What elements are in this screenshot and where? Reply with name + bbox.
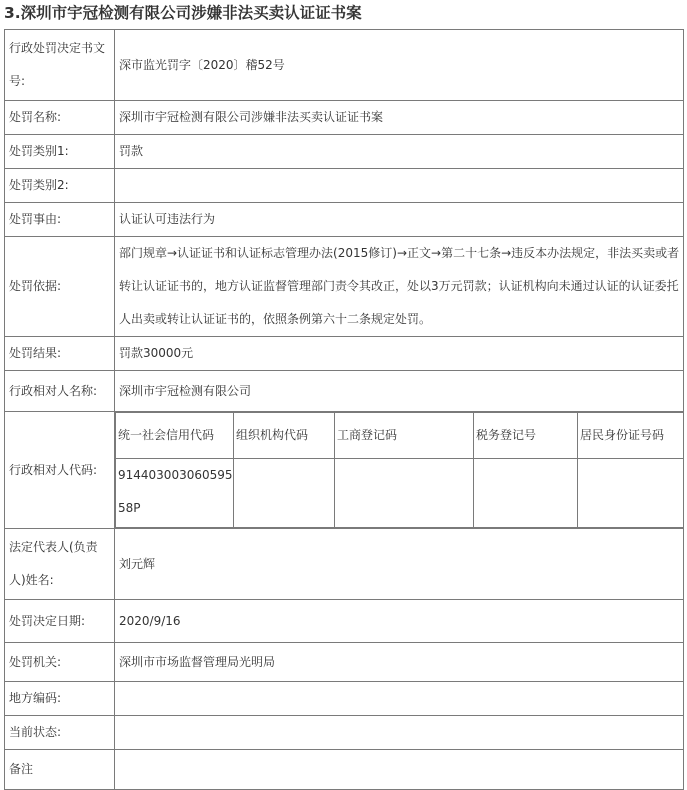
header-credit-code: 统一社会信用代码 [116, 413, 234, 459]
region-code-label: 地方编码: [5, 682, 115, 716]
region-code-value [115, 682, 684, 716]
decision-no-label: 行政处罚决定书文号: [5, 30, 115, 101]
basis-label: 处罚依据: [5, 237, 115, 337]
row-remarks [5, 750, 684, 790]
legal-rep-value: 刘元辉 [115, 529, 684, 600]
header-business-reg-code: 工商登记码 [335, 413, 474, 459]
penalty-name-value: 深圳市宇冠检测有限公司涉嫌非法买卖认证证书案 [115, 101, 684, 135]
value-org-code [234, 459, 335, 528]
penalty-info-table [4, 29, 684, 790]
party-code-header-row [116, 413, 684, 459]
row-penalty-name [5, 101, 684, 135]
result-value: 罚款30000元 [115, 337, 684, 371]
row-category2 [5, 169, 684, 203]
row-decision-no [5, 30, 684, 101]
category2-label: 处罚类别2: [5, 169, 115, 203]
status-value [115, 716, 684, 750]
value-business-reg-code [335, 459, 474, 528]
decision-date-value: 2020/9/16 [115, 600, 684, 643]
authority-label: 处罚机关: [5, 643, 115, 682]
status-label: 当前状态: [5, 716, 115, 750]
row-category1 [5, 135, 684, 169]
decision-no-value: 深市监光罚字〔2020〕稽52号 [115, 30, 684, 101]
basis-value: 部门规章→认证证书和认证标志管理办法(2015修订)→正文→第二十七条→违反本办法规定，非法买卖或者转让认证证书的，地方认证监督管理部门责令其改正，处以3万元罚款；认证机构向未通过认证的认证委托人出卖或转让认证证书的，依照条例第六十二条规定处罚。 [115, 237, 684, 337]
row-status [5, 716, 684, 750]
row-basis [5, 237, 684, 337]
value-id-card-no [578, 459, 684, 528]
row-legal-rep [5, 529, 684, 600]
header-org-code: 组织机构代码 [234, 413, 335, 459]
remarks-value [115, 750, 684, 790]
category2-value [115, 169, 684, 203]
party-code-value-row [116, 459, 684, 528]
category1-value: 罚款 [115, 135, 684, 169]
row-authority [5, 643, 684, 682]
row-region-code [5, 682, 684, 716]
reason-label: 处罚事由: [5, 203, 115, 237]
party-code-label: 行政相对人代码: [5, 412, 115, 529]
row-party-code [5, 412, 684, 529]
header-tax-reg-no: 税务登记号 [474, 413, 578, 459]
category1-label: 处罚类别1: [5, 135, 115, 169]
row-party-name [5, 371, 684, 412]
authority-value: 深圳市市场监督管理局光明局 [115, 643, 684, 682]
result-label: 处罚结果: [5, 337, 115, 371]
party-code-cell [115, 412, 684, 529]
decision-date-label: 处罚决定日期: [5, 600, 115, 643]
penalty-name-label: 处罚名称: [5, 101, 115, 135]
party-name-label: 行政相对人名称: [5, 371, 115, 412]
value-credit-code: 91440300306059558P [116, 459, 234, 528]
row-result [5, 337, 684, 371]
legal-rep-label: 法定代表人(负责人)姓名: [5, 529, 115, 600]
row-decision-date [5, 600, 684, 643]
party-name-value: 深圳市宇冠检测有限公司 [115, 371, 684, 412]
remarks-label: 备注 [5, 750, 115, 790]
reason-value: 认证认可违法行为 [115, 203, 684, 237]
header-id-card-no: 居民身份证号码 [578, 413, 684, 459]
row-reason [5, 203, 684, 237]
party-code-table [115, 412, 684, 528]
page-title: 3.深圳市宇冠检测有限公司涉嫌非法买卖认证证书案 [4, 4, 362, 22]
value-tax-reg-no [474, 459, 578, 528]
